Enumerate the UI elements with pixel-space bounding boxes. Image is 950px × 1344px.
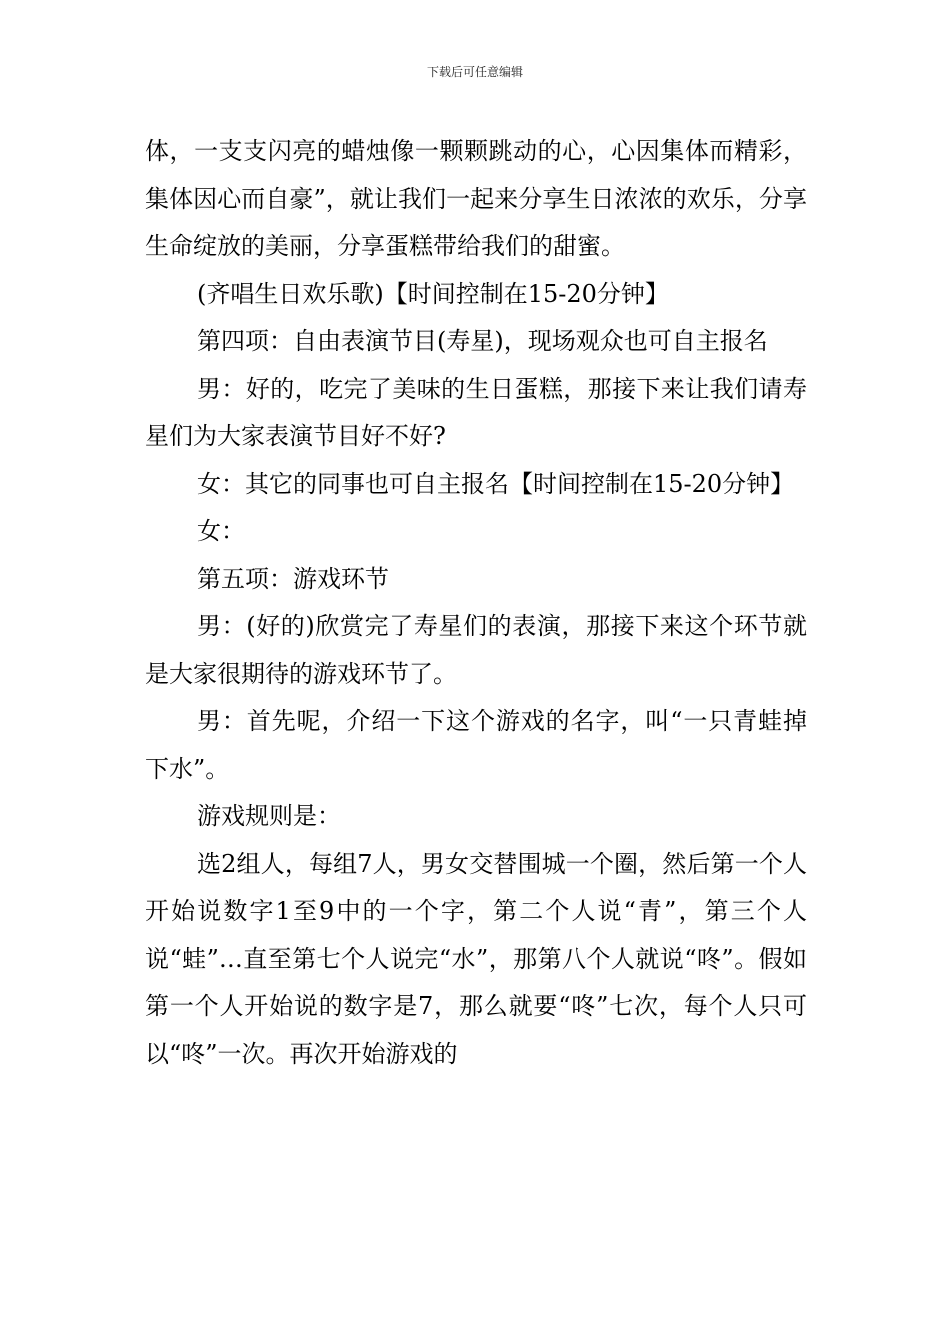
paragraph-8: 男：(好的)欣赏完了寿星们的表演，那接下来这个环节就是大家很期待的游戏环节了。 — [145, 612, 807, 688]
page-header: 下载后可任意编辑 — [426, 65, 523, 79]
paragraph-11: 选2组人，每组7人，男女交替围城一个圈，然后第一个人开始说数字1至9中的一个字，第二个人说“青”，第三个人说“蛙”…直至第七个人说完“水”，那第八个人就说“咚”。假如第一个人开始说的数字是7，那么就要“咚”七次，每个人只可以“咚”一次。再次开始游戏的 — [145, 849, 807, 1068]
paragraph-3: 第四项：自由表演节目(寿星)，现场观众也可自主报名 — [197, 327, 768, 355]
paragraph-9: 男：首先呢，介绍一下这个游戏的名字，叫“一只青蛙掉下水”。 — [145, 707, 807, 783]
document-body — [145, 128, 807, 1078]
paragraph-2: (齐唱生日欢乐歌)【时间控制在15-20分钟】 — [197, 279, 669, 308]
paragraph-6: 女： — [197, 517, 245, 545]
paragraph-10: 游戏规则是： — [197, 802, 341, 830]
paragraph-1: 体，一支支闪亮的蜡烛像一颗颗跳动的心，心因集体而精彩，集体因心而自豪”，就让我们一起来分享生日浓浓的欢乐，分享生命绽放的美丽，分享蛋糕带给我们的甜蜜。 — [145, 137, 807, 260]
paragraph-4: 男：好的，吃完了美味的生日蛋糕，那接下来让我们请寿星们为大家表演节目好不好? — [145, 374, 807, 450]
paragraph-7: 第五项：游戏环节 — [197, 564, 389, 593]
paragraph-5: 女：其它的同事也可自主报名【时间控制在15-20分钟】 — [197, 469, 795, 498]
